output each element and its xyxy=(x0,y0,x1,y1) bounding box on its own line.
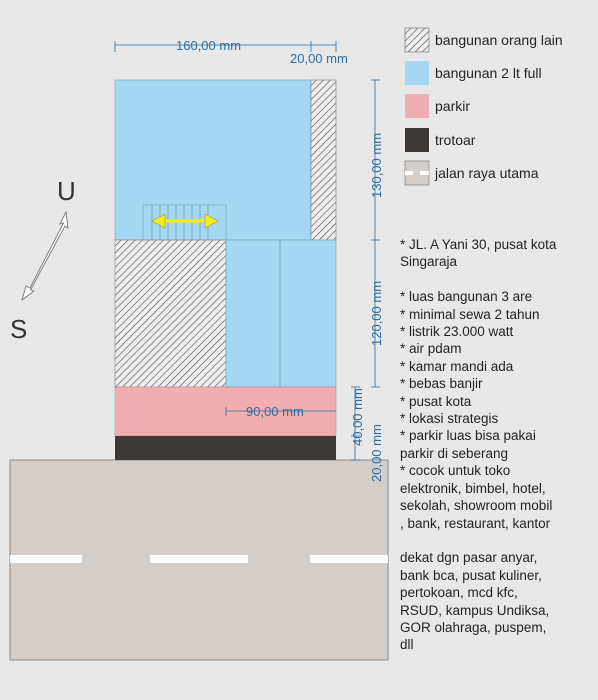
note-line xyxy=(400,532,596,549)
note-line: , bank, restaurant, kantor xyxy=(400,515,551,531)
dim-parking-height: 40,00 mm xyxy=(350,388,365,446)
note-line: * pusat kota xyxy=(400,393,472,409)
note-line: dll xyxy=(400,637,414,653)
road-lane-marking xyxy=(10,555,82,563)
building-lower xyxy=(226,240,336,387)
dim-middle-height: 120,00 mm xyxy=(369,280,384,346)
note-line: parkir di seberang xyxy=(400,445,509,461)
neighbour-building-right xyxy=(311,80,336,240)
legend-label-blue: bangunan 2 lt full xyxy=(435,65,542,81)
note-line: * listrik 23.000 watt xyxy=(400,324,514,340)
note-line: * kamar mandi ada xyxy=(400,358,514,374)
dim-top-width: 160,00 mm xyxy=(176,38,242,53)
note-line: * air pdam xyxy=(400,341,462,357)
legend-swatch-dark xyxy=(405,128,429,152)
note-line: * bebas banjir xyxy=(400,376,483,392)
legend-label-pink: parkir xyxy=(435,98,471,114)
dim-top-right-width: 20,00 mm xyxy=(290,51,348,66)
note-line: * minimal sewa 2 tahun xyxy=(400,306,540,322)
legend-swatch-road xyxy=(405,161,429,185)
road-lane-marking xyxy=(150,555,248,563)
note-line: * parkir luas bisa pakai xyxy=(400,428,536,444)
dim-inner-width: 90,00 mm xyxy=(246,404,304,419)
neighbour-building-left xyxy=(115,240,226,387)
note-line: pertokoan, mcd kfc, xyxy=(400,585,518,601)
note-line: elektronik, bimbel, hotel, xyxy=(400,480,546,496)
legend-label-hatched: bangunan orang lain xyxy=(435,32,563,48)
building-upper xyxy=(115,80,311,240)
legend-swatch-hatched xyxy=(405,28,429,52)
compass-arrow-icon xyxy=(22,212,68,300)
dim-upper-height: 130,00 mm xyxy=(369,132,384,198)
dim-sidewalk-height: 20,00 mm xyxy=(369,424,384,482)
property-notes xyxy=(400,236,596,654)
note-line: GOR olahraga, puspem, xyxy=(400,619,547,635)
legend-label-dark: trotoar xyxy=(435,132,476,148)
legend-label-road: jalan raya utama xyxy=(435,165,539,181)
legend-swatch-blue xyxy=(405,61,429,85)
sidewalk xyxy=(115,436,336,460)
legend-swatch-pink xyxy=(405,94,429,118)
note-line: * cocok untuk toko xyxy=(400,463,511,479)
note-line: bank bca, pusat kuliner, xyxy=(400,567,542,583)
compass-north-label: U xyxy=(57,176,76,206)
note-line: * JL. A Yani 30, pusat kota xyxy=(400,237,557,252)
note-line: * lokasi strategis xyxy=(400,411,499,427)
compass-south-label: S xyxy=(10,314,28,344)
note-line: Singaraja xyxy=(400,254,458,270)
note-line: dekat dgn pasar anyar, xyxy=(400,550,538,566)
note-line: sekolah, showroom mobil xyxy=(400,498,553,514)
note-line: RSUD, kampus Undiksa, xyxy=(400,602,550,618)
road-lane-marking xyxy=(310,555,388,563)
note-line: * luas bangunan 3 are xyxy=(400,289,533,305)
note-line xyxy=(400,271,596,288)
